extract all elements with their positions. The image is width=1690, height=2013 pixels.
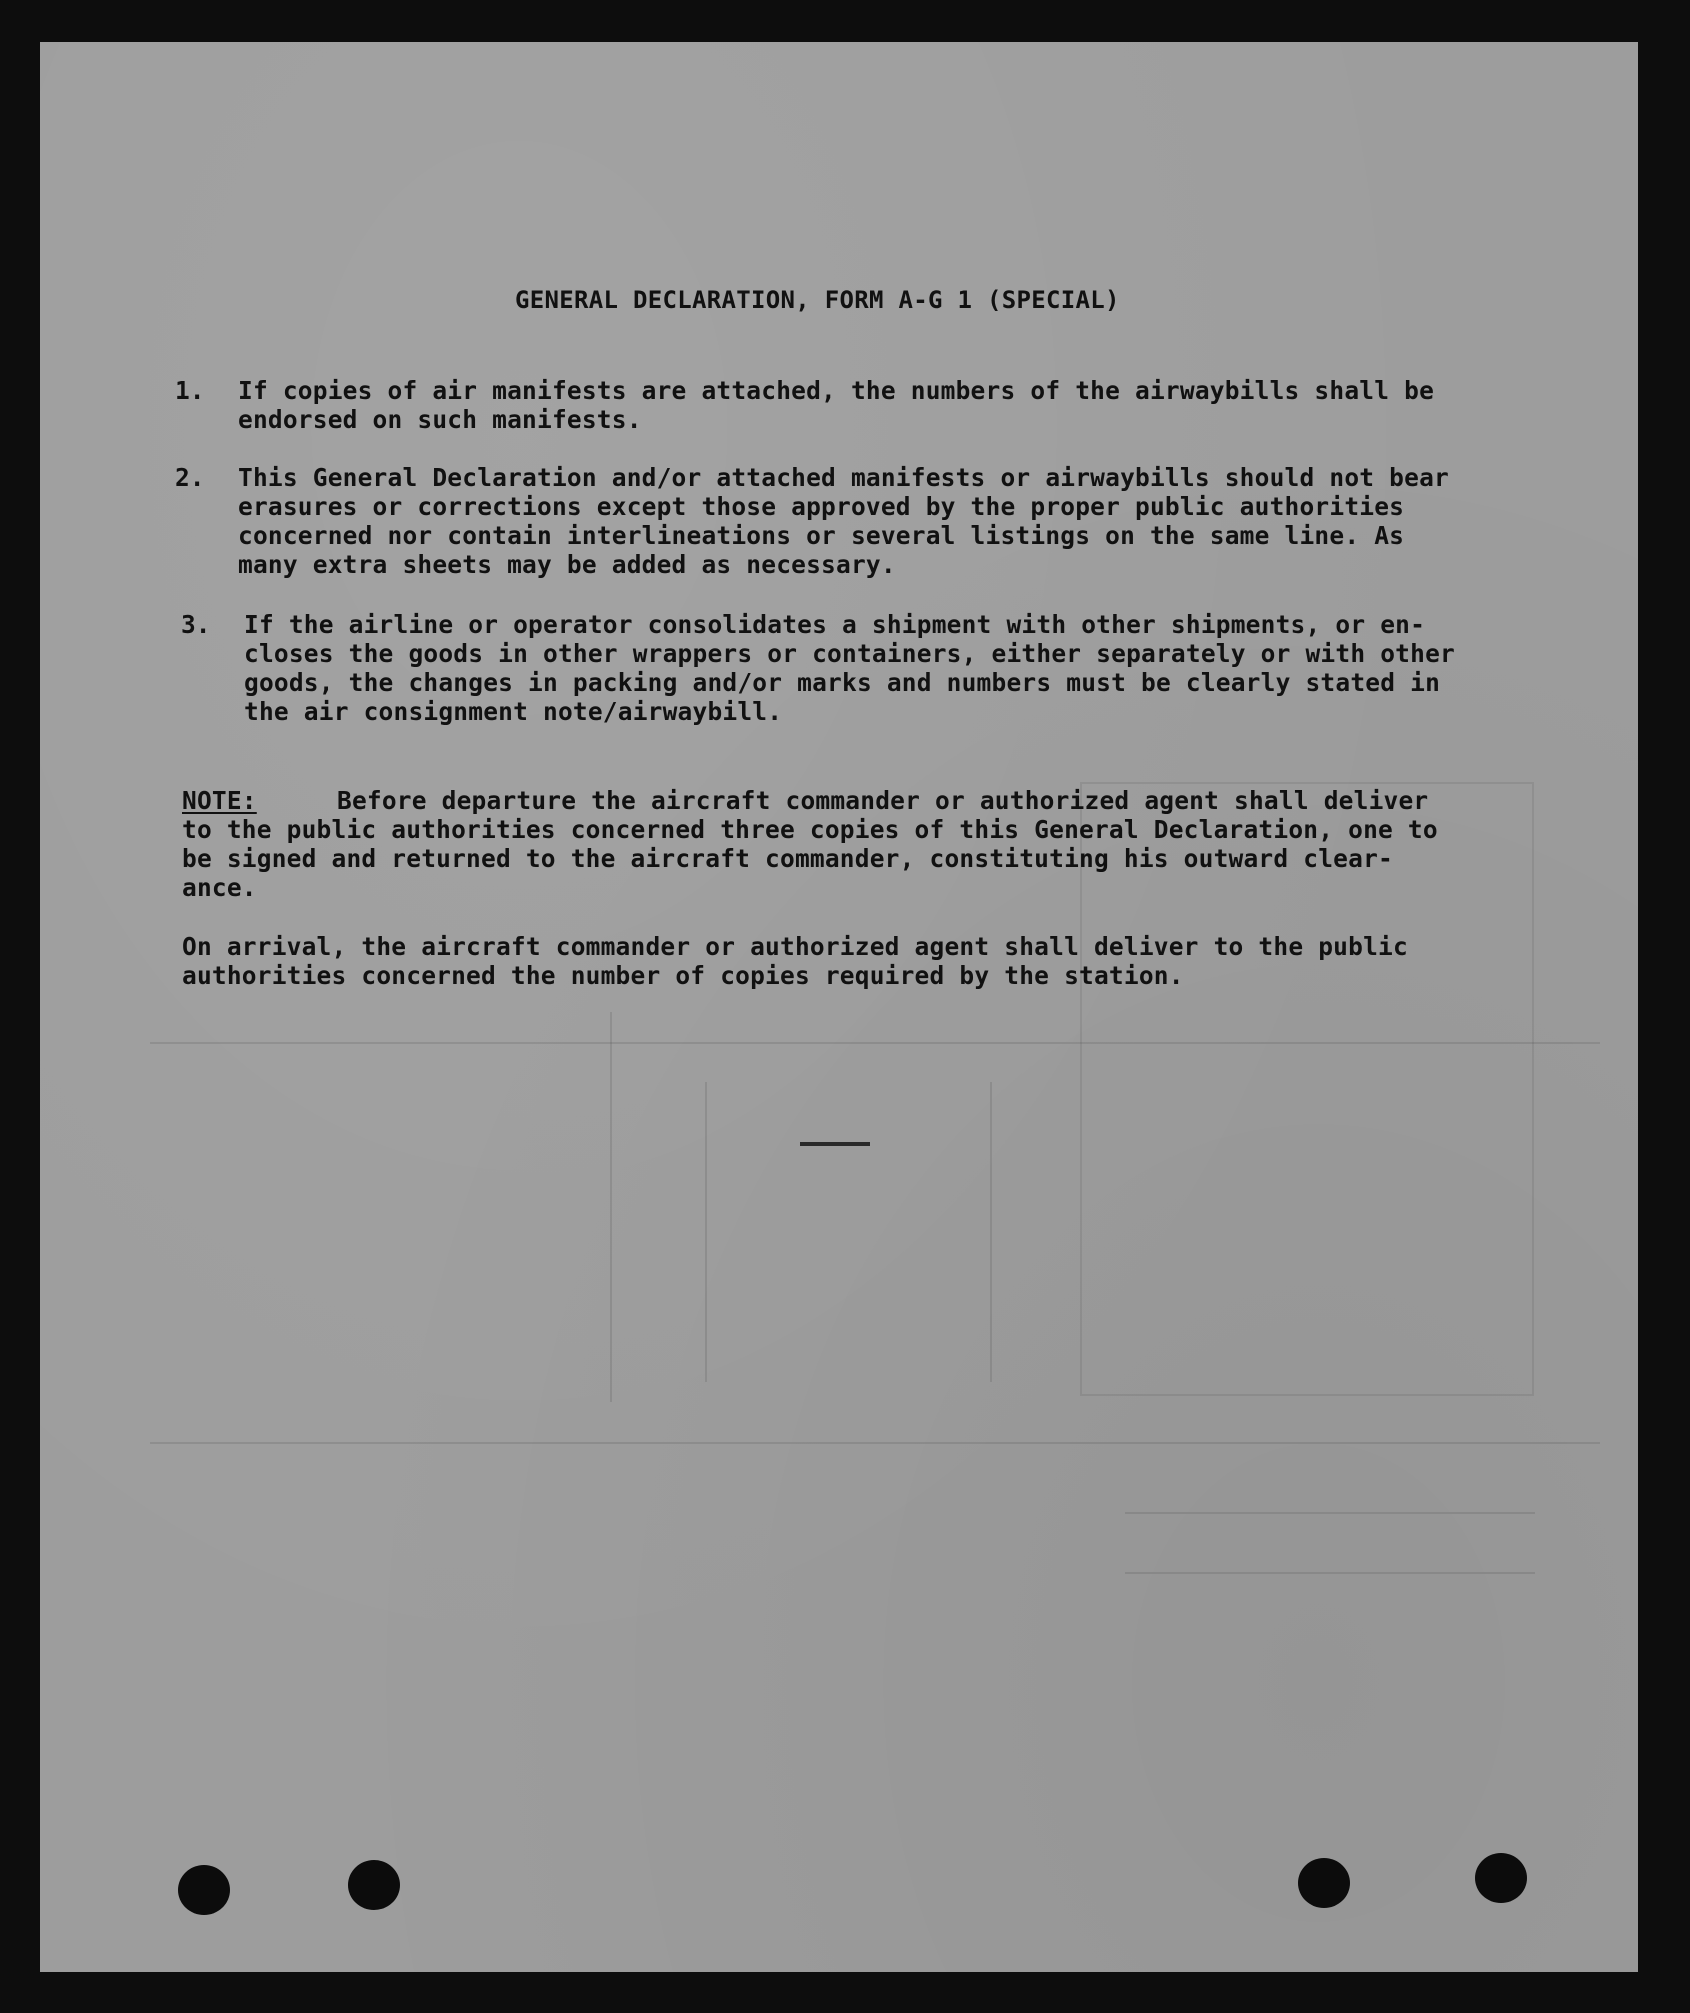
note-label: NOTE: bbox=[182, 786, 257, 815]
item-text-line: goods, the changes in packing and/or marks and numbers must be clearly stated in bbox=[244, 668, 1441, 697]
item-text-line: many extra sheets may be added as necessary. bbox=[238, 550, 896, 579]
note-text-line: Before departure the aircraft commander or authorized agent shall deliver bbox=[337, 786, 1429, 815]
arrival-text-line: authorities concerned the number of copies required by the station. bbox=[182, 961, 1184, 990]
bleed-through-line bbox=[1125, 1512, 1535, 1514]
punch-hole bbox=[348, 1860, 400, 1910]
bleed-through-box bbox=[1080, 782, 1534, 1396]
item-number: 2. bbox=[175, 463, 205, 492]
bleed-through-line bbox=[990, 1082, 992, 1382]
bleed-through-line bbox=[705, 1082, 707, 1382]
punch-hole bbox=[1475, 1853, 1527, 1903]
document-page bbox=[40, 42, 1638, 1972]
note-text-line: be signed and returned to the aircraft commander, constituting his outward clear- bbox=[182, 844, 1393, 873]
stray-mark bbox=[800, 1142, 870, 1146]
item-text-line: This General Declaration and/or attached manifests or airwaybills should not bear bbox=[238, 463, 1449, 492]
bleed-through-line bbox=[610, 1012, 612, 1402]
document-title: GENERAL DECLARATION, FORM A-G 1 (SPECIAL) bbox=[515, 286, 1120, 314]
item-text-line: If the airline or operator consolidates a shipment with other shipments, or en- bbox=[244, 610, 1426, 639]
punch-hole bbox=[1298, 1858, 1350, 1908]
punch-hole bbox=[178, 1865, 230, 1915]
item-text-line: If copies of air manifests are attached, the numbers of the airwaybills shall be bbox=[238, 376, 1435, 405]
bleed-through-line bbox=[150, 1442, 1600, 1444]
arrival-text-line: On arrival, the aircraft commander or authorized agent shall deliver to the public bbox=[182, 932, 1408, 961]
item-text-line: concerned nor contain interlineations or several listings on the same line. As bbox=[238, 521, 1405, 550]
note-text-line: ance. bbox=[182, 873, 257, 902]
item-text-line: the air consignment note/airwaybill. bbox=[244, 697, 783, 726]
note-text-line: to the public authorities concerned three copies of this General Declaration, one to bbox=[182, 815, 1438, 844]
item-number: 1. bbox=[175, 376, 205, 405]
bleed-through-line bbox=[1125, 1572, 1535, 1574]
item-number: 3. bbox=[181, 610, 211, 639]
item-text-line: erasures or corrections except those approved by the proper public authorities bbox=[238, 492, 1405, 521]
item-text-line: closes the goods in other wrappers or containers, either separately or with other bbox=[244, 639, 1455, 668]
item-text-line: endorsed on such manifests. bbox=[238, 405, 642, 434]
